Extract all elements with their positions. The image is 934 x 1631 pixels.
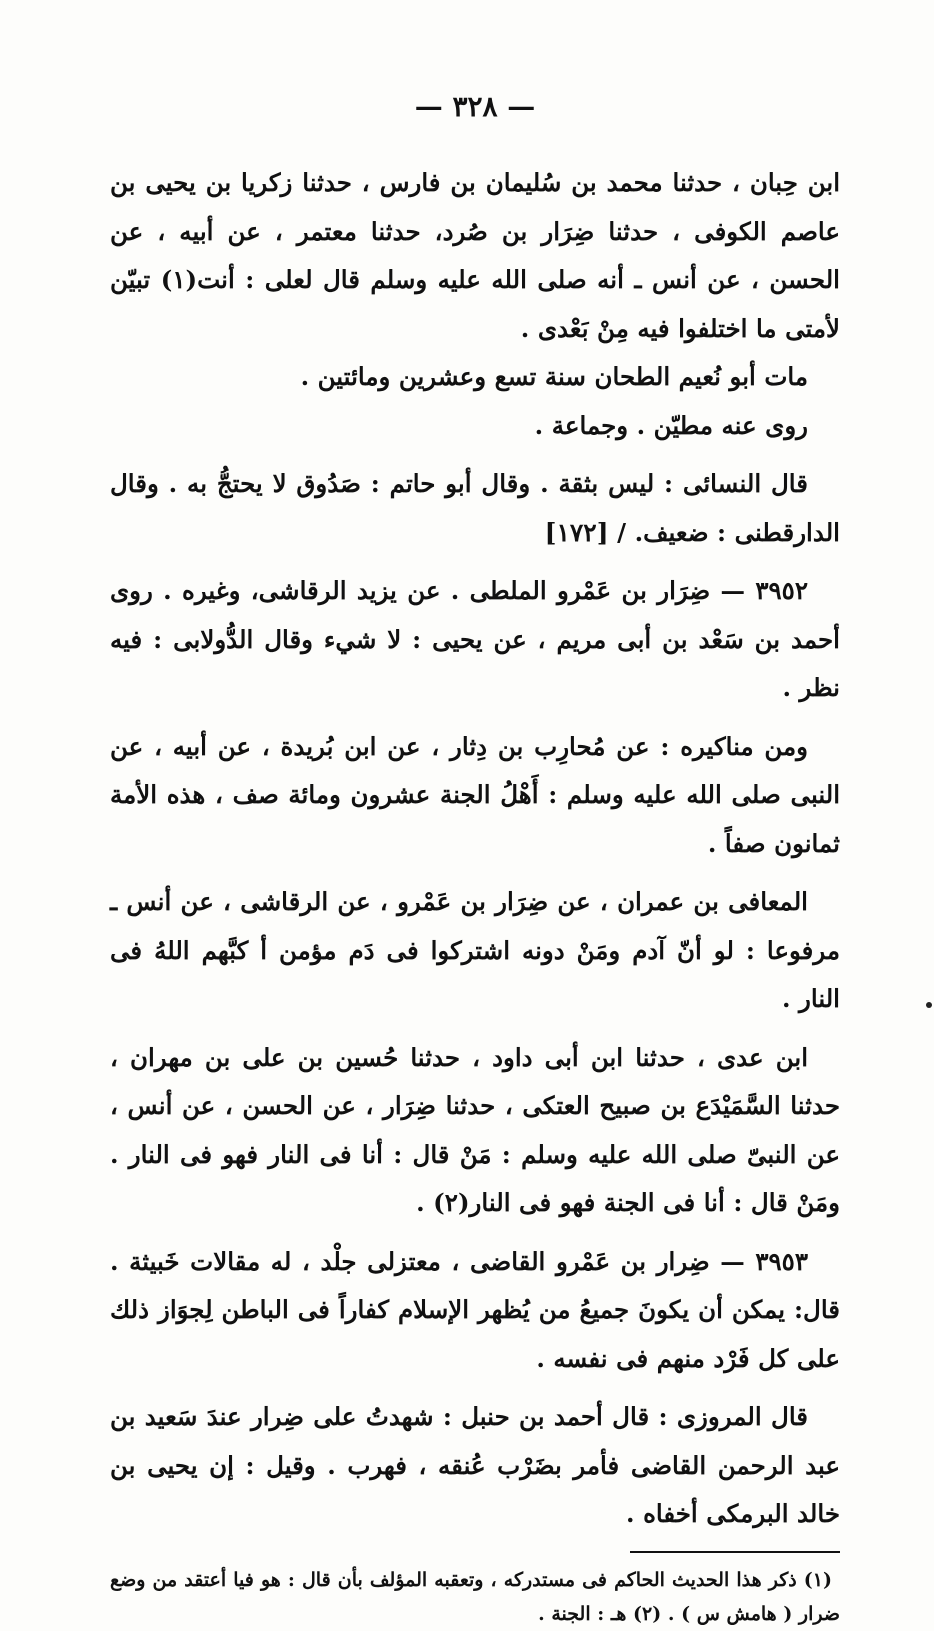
margin-mark bbox=[926, 1002, 932, 1008]
paragraph-4 bbox=[110, 460, 840, 557]
paragraph-1: ابن حِبان ، حدثنا محمد بن سُليمان بن فارس ، حدثنا زكريا بن يحيى بن عاصم الكوفى ، حدثنا ضِرَار بن صُرد، حدثنا معتمر ، عن أبيه ، عن الحسن ، عن أنس ـ أنه صلى الله عليه وسلم قال لعلى : أنت(١) تبيّن لأمتى ما اختلفوا فيه مِنْ بَعْدى . bbox=[110, 168, 840, 343]
footnote-rule bbox=[630, 1551, 840, 1553]
paragraph-8: ابن عدى ، حدثنا ابن أبى داود ، حدثنا حُسين بن على بن مهران ، حدثنا السَّمَيْدَع بن صبيح العتكى ، حدثنا ضِرَار ، عن الحسن ، عن أنس ، عن النبىّ صلى الله عليه وسلم : مَنْ قال : أنا فى النار فهو فى النار . ومَنْ قال : أنا فى الجنة فهو فى النار(٢) . bbox=[110, 1042, 840, 1217]
page-number: — ٣٢٨ — bbox=[414, 90, 536, 123]
footnote-text: (١) ذكر هذا الحديث الحاكم فى مستدركه ، وتعقبه المؤلف بأن قال : هو فيا أعتقد من وضع ضرار ( هامش س ) . (٢) هـ : الجنة . bbox=[110, 1568, 840, 1625]
page bbox=[110, 90, 840, 1625]
entry-3952: ٣٩٥٢ — ضِرَار بن عَمْرو الملطى . عن يزيد الرقاشى، وغيره . روى أحمد بن سَعْد بن أبى مريم ، عن يحيى : لا شيء وقال الدُّولابى : فيه نظر . bbox=[110, 576, 840, 702]
paragraph-6: ومن مناكيره : عن مُحارِب بن دِثار ، عن ابن بُريدة ، عن أبيه ، عن النبى صلى الله عليه وسلم : أَهْلُ الجنة عشرون ومائة صف ، هذه الأمة ثمانون صفاً . bbox=[110, 731, 840, 858]
paragraph-10: قال المروزى : قال أحمد بن حنبل : شهدتُ على ضِرار عندَ سَعيد بن عبد الرحمن القاضى فأمر بضَرْب عُنقه ، فهرب . وقيل : إن يحيى بن خالد البرمكى أخفاه . bbox=[110, 1402, 840, 1528]
paragraph-4-text: قال النسائى : ليس بثقة . وقال أبو حاتم : صَدُوق لا يحتجُّ به . وقال الدارقطنى : ضعيف. / bbox=[110, 469, 840, 547]
paragraph-3: روى عنه مطيّن . وجماعة . bbox=[534, 410, 808, 440]
paragraph-7: المعافى بن عمران ، عن ضِرَار بن عَمْرو ، عن الرقاشى ، عن أنس ـ مرفوعا : لو أنّ آدم ومَنْ دونه اشتركوا فى دَم مؤمن أ كبَّهم اللهُ فى النار . bbox=[110, 887, 840, 1013]
entry-3953: ٣٩٥٣ — ضِرار بن عَمْرو القاضى ، معتزلى جلْد ، له مقالات خَبيثة . قال: يمكن أن يكونَ جميعُ من يُظهر الإسلام كفاراً فى الباطن لِجوَاز ذلك على كل فَرْد منهم فى نفسه . bbox=[110, 1246, 840, 1373]
marginal-page-number: [١٧٢] bbox=[544, 517, 609, 547]
paragraph-2: مات أبو نُعيم الطحان سنة تسع وعشرين ومائتين . bbox=[300, 362, 808, 391]
